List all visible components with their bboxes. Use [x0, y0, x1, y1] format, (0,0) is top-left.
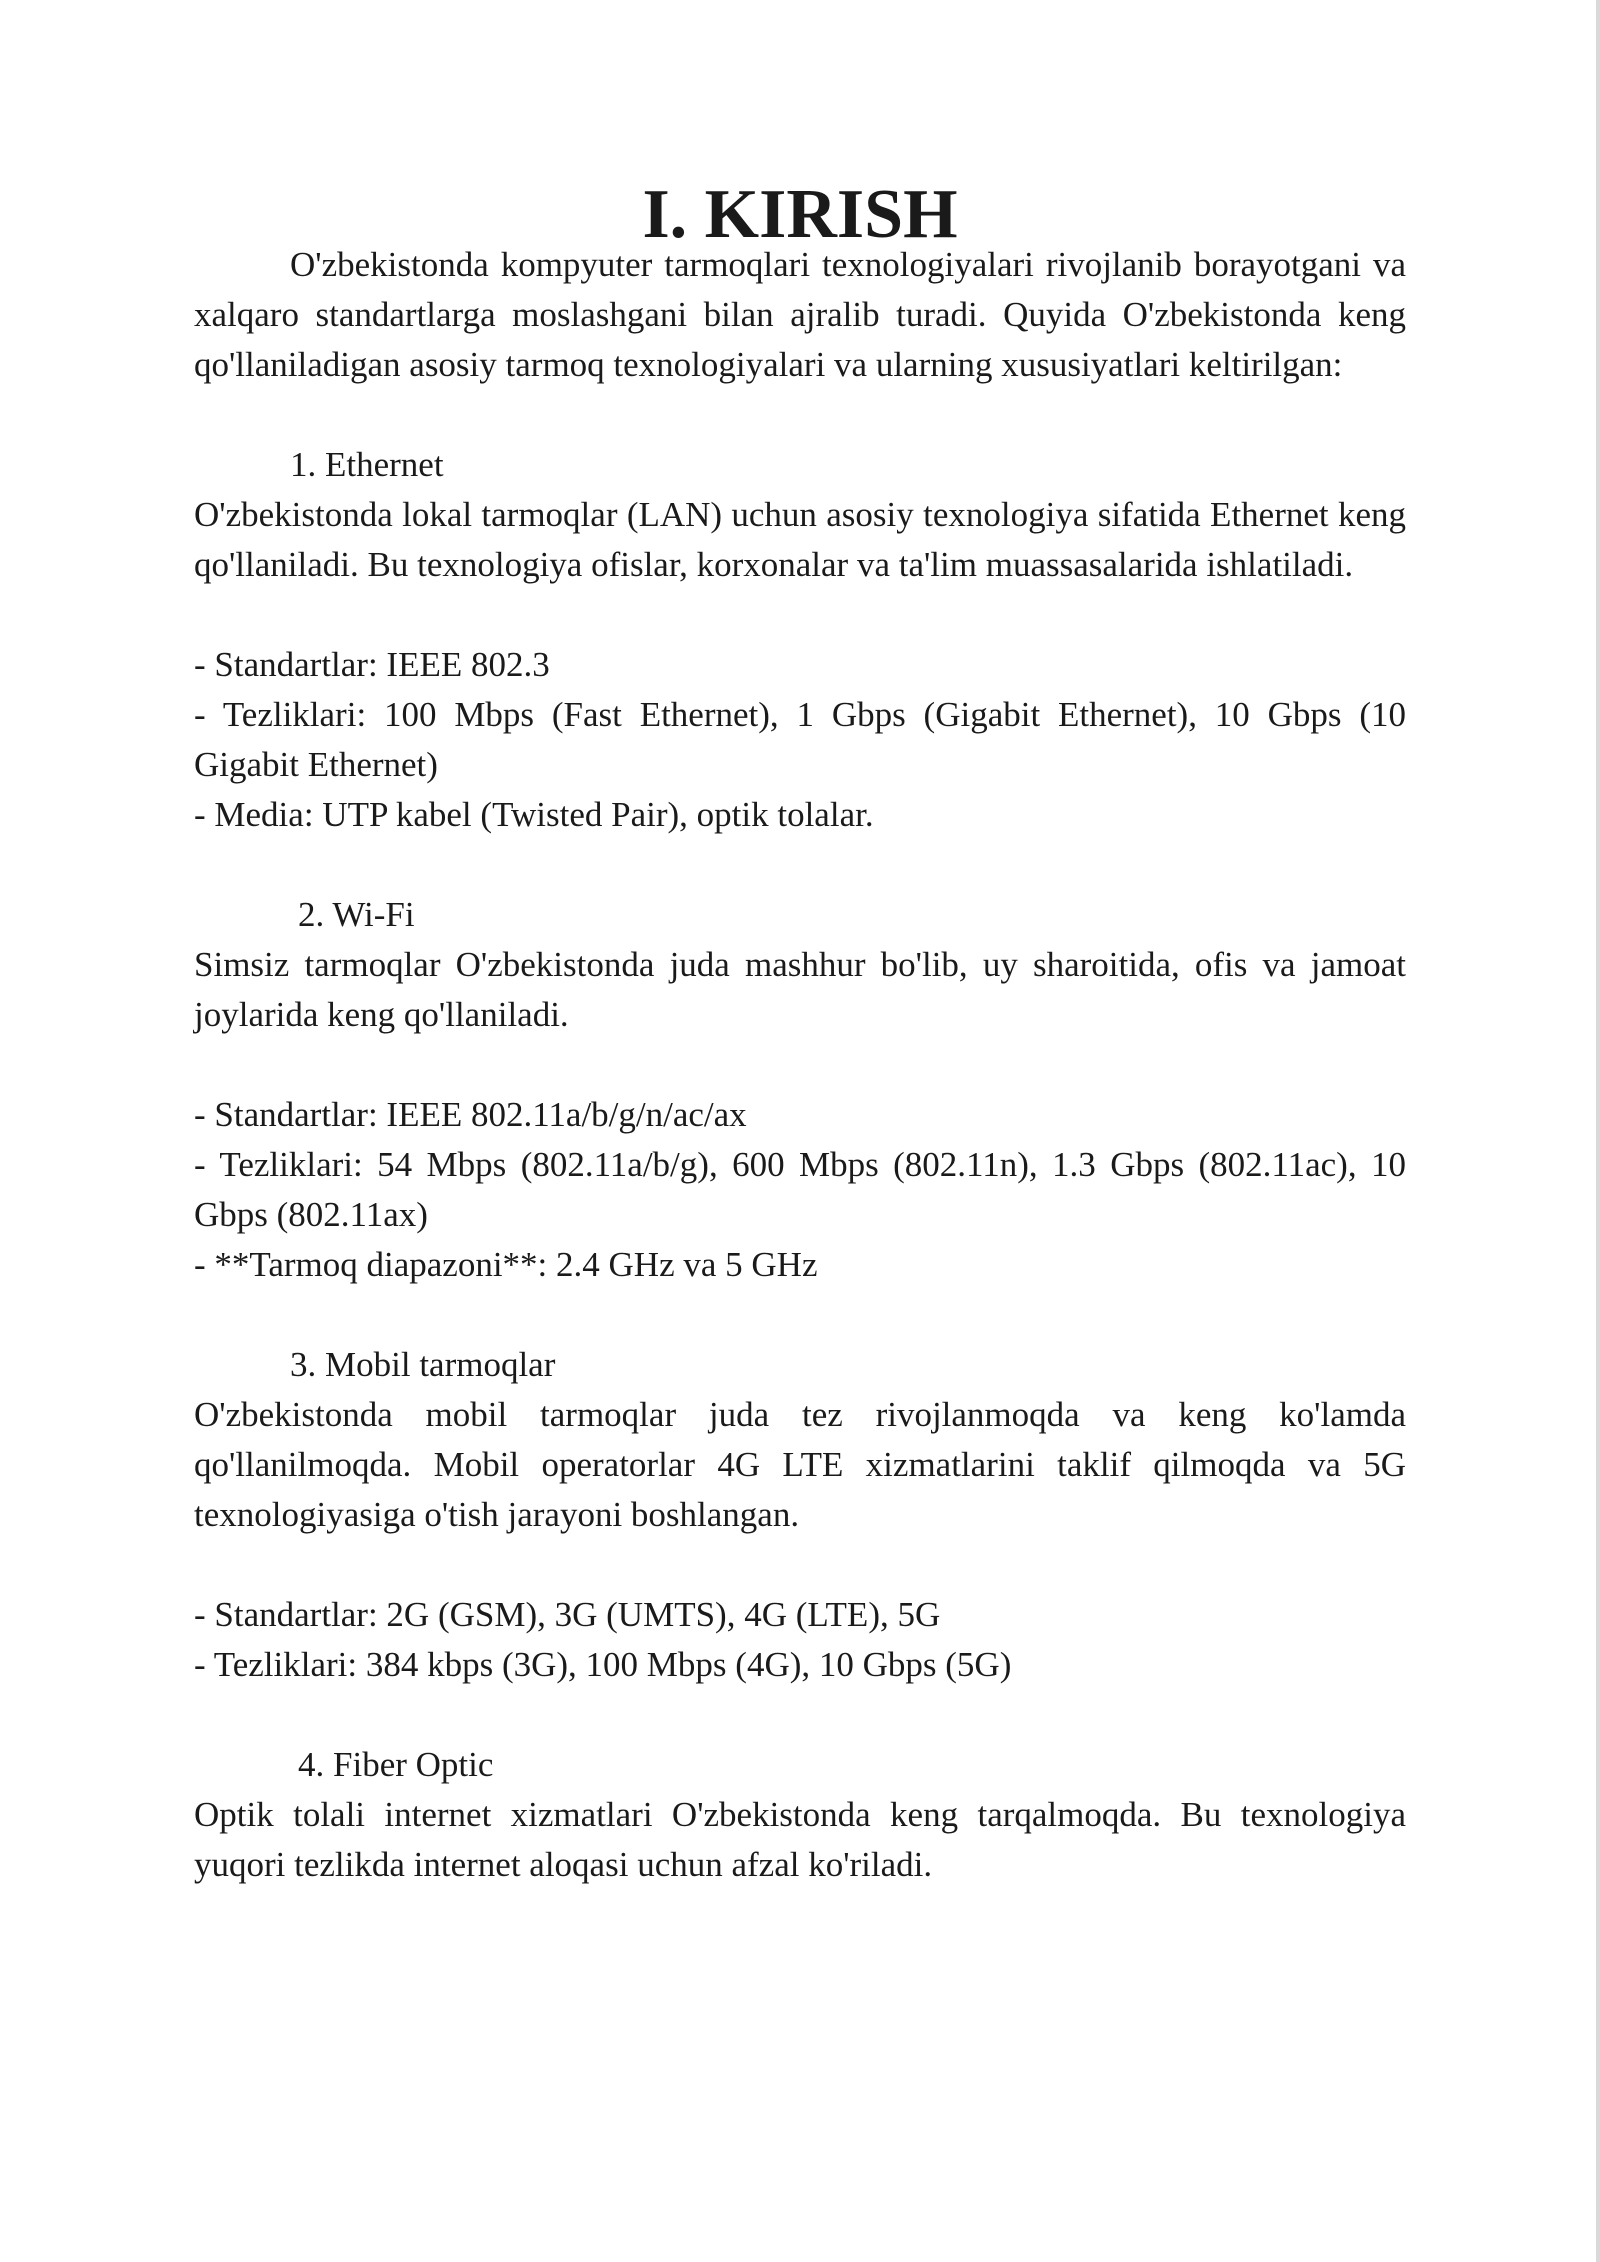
- list-item: - Standartlar: 2G (GSM), 3G (UMTS), 4G (LTE), 5G: [194, 1595, 941, 1634]
- intro-paragraph: O'zbekistonda kompyuter tarmoqlari texnologiyalari rivojlanib borayotgani va xalqaro standartlarga moslashgani bilan ajralib turadi. Quyida O'zbekistonda keng qo'llaniladigan asosiy tarmoq texnologiyalari va ularning xususiyatlari keltirilgan:: [194, 245, 1406, 384]
- list-item: - Standartlar: IEEE 802.3: [194, 645, 550, 684]
- section-heading-mobile: 3. Mobil tarmoqlar: [290, 1345, 556, 1384]
- list-item: - Tezliklari: 384 kbps (3G), 100 Mbps (4G), 10 Gbps (5G): [194, 1645, 1012, 1684]
- spacer: [194, 590, 1406, 640]
- section-heading-ethernet: 1. Ethernet: [290, 445, 444, 484]
- list-item: - Tezliklari: 54 Mbps (802.11a/b/g), 600 Mbps (802.11n), 1.3 Gbps (802.11ac), 10 Gbps (802.11ax): [194, 1145, 1406, 1234]
- section-body-wifi: Simsiz tarmoqlar O'zbekistonda juda mashhur bo'lib, uy sharoitida, ofis va jamoat joylarida keng qo'llaniladi.: [194, 945, 1406, 1034]
- list-item: - Media: UTP kabel (Twisted Pair), optik tolalar.: [194, 795, 874, 834]
- section-heading-fiber: 4. Fiber Optic: [298, 1745, 494, 1784]
- spacer: [194, 1040, 1406, 1090]
- list-item: - Tezliklari: 100 Mbps (Fast Ethernet), 1 Gbps (Gigabit Ethernet), 10 Gbps (10 Gigabit Ethernet): [194, 695, 1406, 784]
- document-page: [194, 176, 1406, 1890]
- section-body-ethernet: O'zbekistonda lokal tarmoqlar (LAN) uchun asosiy texnologiya sifatida Ethernet keng qo'llaniladi. Bu texnologiya ofislar, korxonalar va ta'lim muassasalarida ishlatiladi.: [194, 495, 1406, 584]
- spacer: [194, 1690, 1406, 1740]
- list-item: - **Tarmoq diapazoni**: 2.4 GHz va 5 GHz: [194, 1245, 818, 1284]
- section-heading-wifi: 2. Wi-Fi: [298, 895, 415, 934]
- spacer: [194, 1290, 1406, 1340]
- spacer: [194, 390, 1406, 440]
- page-edge: [1596, 0, 1600, 2262]
- page-title: I. KIRISH: [642, 176, 958, 253]
- spacer: [194, 1540, 1406, 1590]
- spacer: [194, 840, 1406, 890]
- section-body-fiber: Optik tolali internet xizmatlari O'zbekistonda keng tarqalmoqda. Bu texnologiya yuqori tezlikda internet aloqasi uchun afzal ko'riladi.: [194, 1795, 1406, 1884]
- list-item: - Standartlar: IEEE 802.11a/b/g/n/ac/ax: [194, 1095, 747, 1134]
- section-body-mobile: O'zbekistonda mobil tarmoqlar juda tez rivojlanmoqda va keng ko'lamda qo'llanilmoqda. Mobil operatorlar 4G LTE xizmatlarini taklif qilmoqda va 5G texnologiyasiga o'tish jarayoni boshlangan.: [194, 1395, 1406, 1534]
